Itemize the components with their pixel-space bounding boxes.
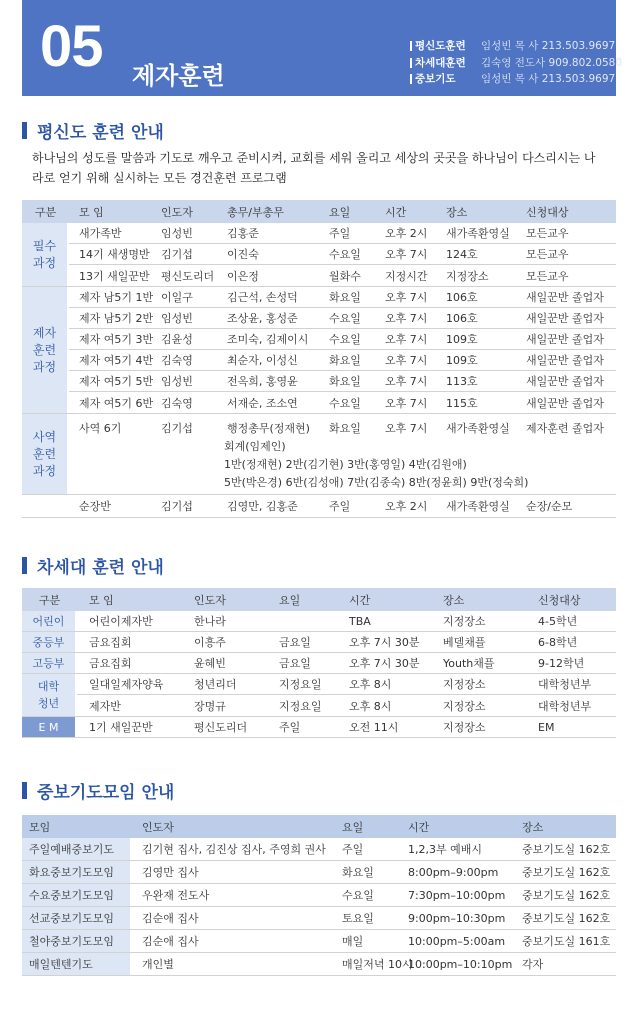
table-cell: 새일꾼반 졸업자 (526, 375, 604, 388)
table-cell: 수요일 (329, 248, 361, 261)
lay-training-intro: 하나님의 성도를 말씀과 기도로 깨우고 준비시켜, 교회를 세워 올리고 세상의 곳곳을 하나님이 다스리시는 나라로 얻기 위해 실시하는 모든 경건훈련 프로그램 (32, 151, 596, 185)
table-row (22, 611, 616, 632)
table-row (69, 329, 616, 350)
table-cell: 매일텐텐기도 (22, 953, 132, 975)
table-cell: 화요일 (329, 375, 361, 388)
sayeok-group (22, 414, 616, 495)
table-cell: 10:00pm–10:10pm (408, 957, 513, 971)
table-cell: 모든교우 (526, 248, 569, 261)
table-cell: 금요일 (279, 657, 311, 670)
sayeok-details: 회계(임제인) 1반(정재현) 2반(김기현) 3반(홍영일) 4반(김원애) 5반(박은경) 6반(김성애) 7반(김종숙) 8반(정윤희) 9반(정숙희) (224, 440, 529, 489)
table-cell: 개인별 (142, 958, 174, 971)
training-group (22, 287, 616, 414)
table-cell: 제자 여5기 4반 (79, 354, 154, 367)
table-cell: 매일저녁 10시 (342, 958, 413, 971)
table-header: 구분 모 임 인도자 요일 시간 장소 신청대상 (22, 588, 616, 611)
group-label: 어린이 (22, 611, 77, 631)
table-cell: 이일구 (161, 291, 193, 304)
table-cell: 13기 새일꾼반 (79, 269, 150, 283)
table-cell: 김홍준 (227, 227, 259, 240)
table-cell: 지정장소 (446, 269, 489, 283)
table-cell: 124호 (446, 248, 478, 261)
table-cell: 14기 새생명반 (79, 248, 150, 261)
table-cell: 김숙영 (161, 396, 193, 410)
table-cell: 오후 7시 (385, 375, 428, 388)
table-cell: 조미숙, 김제이시 (227, 333, 309, 346)
page-header (22, 0, 623, 96)
table-row: E M 1기 새일꾼반 평신도리더 주일 오전 11시 지정장소 EM (22, 717, 616, 738)
table-cell: 금요집회 (89, 636, 132, 649)
next-gen-training-table (22, 588, 616, 738)
section-number: 05 (40, 14, 103, 79)
table-cell: 주일 (342, 843, 364, 856)
table-cell: 금요일 (279, 636, 311, 649)
table-cell: 106호 (446, 291, 478, 304)
table-cell: 모든교우 (526, 269, 569, 283)
table-cell: 한나라 (194, 615, 226, 628)
table-cell: 수요중보기도모임 (22, 884, 132, 906)
table-cell: 어린이제자반 (89, 615, 153, 628)
table-cell: 김기현 집사, 김진상 집사, 주영희 권사 (142, 843, 326, 856)
table-cell: 제자 남5기 1반 (79, 291, 154, 304)
table-cell: 오후 7시 30분 (349, 657, 420, 670)
group-label: 고등부 (22, 653, 77, 673)
table-cell: 지정시간 (385, 269, 428, 283)
table-cell: 중보기도실 162호 (522, 889, 611, 902)
table-cell: 화요일 (342, 866, 374, 879)
table-row: 순장반 김기섭 김영만, 김홍준 주일 오후 2시 새가족환영실 순장/순모 (22, 495, 616, 518)
table-cell: 새가족환영실 (446, 227, 510, 240)
table-cell: 김근석, 손성덕 (227, 291, 298, 304)
table-cell: 토요일 (342, 912, 374, 925)
table-cell: 최순자, 이성신 (227, 354, 298, 367)
table-row (69, 371, 616, 392)
table-cell: 새일꾼반 졸업자 (526, 354, 604, 367)
table-cell: 오후 2시 (385, 227, 428, 240)
table-cell: 제자 남5기 2반 (79, 312, 154, 325)
table-cell: 오후 7시 (385, 396, 428, 410)
table-cell: 평신도리더 (161, 269, 215, 283)
table-cell: 우완재 전도사 (142, 889, 210, 902)
table-cell: 베델채플 (443, 636, 486, 649)
table-cell: 이진숙 (227, 248, 259, 261)
table-cell: 6-8학년 (538, 636, 578, 649)
table-row (22, 861, 616, 884)
table-cell: 오후 7시 (385, 312, 428, 325)
table-cell: 매일 (342, 935, 364, 948)
table-cell: 이흥주 (194, 636, 226, 649)
table-cell: 4-5학년 (538, 615, 578, 628)
table-cell: 중보기도실 162호 (522, 912, 611, 925)
lay-training-title: 평신도 훈련 안내 (22, 118, 164, 143)
next-gen-training-title: 차세대 훈련 안내 (22, 553, 164, 578)
table-row (22, 930, 616, 953)
table-header: 구분 모 임 인도자 총무/부총무 요일 시간 장소 신청대상 (22, 200, 616, 223)
table-cell: 김숙영 (161, 354, 193, 367)
table-row (69, 392, 616, 413)
table-cell: 주일예배중보기도 (22, 838, 132, 860)
table-cell: 제자 여5기 6반 (79, 396, 154, 410)
table-cell: 이은정 (227, 269, 259, 283)
table-row (22, 884, 616, 907)
table-cell: 임성빈 (161, 312, 193, 325)
table-row (69, 265, 616, 286)
table-cell: 화요일 (329, 291, 361, 304)
table-cell: 화요중보기도모임 (22, 861, 132, 883)
table-cell: 오후 7시 (385, 291, 428, 304)
table-cell: 철야중보기도모임 (22, 930, 132, 952)
table-cell: 109호 (446, 354, 478, 367)
table-cell: 중보기도실 162호 (522, 866, 611, 879)
table-cell: 오후 7시 (385, 333, 428, 346)
group-label: 제자 훈련 과정 (22, 287, 69, 413)
group-label: 대학 청년 (22, 674, 77, 716)
table-cell: 새일꾼반 졸업자 (526, 333, 604, 346)
table-row: 사역 6기 김기섭 행정총무(정재현) 화요일 오후 7시 새가족환영실 제자훈련 졸업자 (79, 422, 604, 435)
group-label: 중등부 (22, 632, 77, 652)
contact-row: 차세대훈련 김숙영 전도사 909.802.0580 (410, 55, 622, 72)
table-cell: 김순애 집사 (142, 935, 199, 948)
table-cell: 수요일 (329, 396, 361, 410)
table-cell: 조상윤, 홍성준 (227, 312, 298, 325)
table-cell: 새일꾼반 졸업자 (526, 312, 604, 325)
table-cell: 화요일 (329, 354, 361, 367)
table-cell: 10:00pm–5:00am (408, 934, 506, 948)
table-cell: 주일 (329, 227, 351, 240)
table-row (22, 838, 616, 861)
table-cell: 제자 여5기 5반 (79, 375, 154, 388)
table-cell: 각자 (522, 958, 544, 971)
table-cell: 수요일 (342, 889, 374, 902)
table-cell: 임성빈 (161, 227, 193, 240)
table-cell: 제자 여5기 3반 (79, 333, 154, 346)
table-row (69, 244, 616, 265)
table-cell: 수요일 (329, 333, 361, 346)
table-cell: 김윤성 (161, 333, 193, 346)
table-row (69, 223, 616, 244)
table-cell: 오후 7시 (385, 248, 428, 261)
table-cell: 김기섭 (161, 248, 193, 261)
table-cell: 중보기도실 162호 (522, 843, 611, 856)
prayer-meeting-title: 중보기도모임 안내 (22, 778, 174, 803)
section-title: 제자훈련 (132, 62, 225, 90)
table-row: 제자반 장명규 지정요일 오후 8시 지정장소 대학청년부 (89, 699, 592, 713)
contact-row: 평신도훈련 임성빈 목 사 213.503.9697 (410, 38, 622, 55)
table-cell: 9:00pm–10:30pm (408, 911, 506, 925)
table-cell: 김순애 집사 (142, 912, 199, 925)
contact-list (410, 38, 622, 88)
group-label: 필수 과정 (22, 223, 69, 286)
table-cell: 서재순, 조소연 (227, 396, 298, 410)
table-cell: 지정장소 (443, 615, 486, 628)
table-cell: 오후 7시 30분 (349, 636, 420, 649)
table-cell: 윤혜빈 (194, 657, 226, 670)
table-row (22, 632, 616, 653)
table-cell: 전옥희, 홍영윤 (227, 375, 298, 388)
training-group (22, 223, 616, 287)
table-row: 일대일제자양육 청년리더 지정요일 오후 8시 지정장소 대학청년부 (77, 674, 616, 695)
contact-row: 중보기도 임성빈 목 사 213.503.9697 (410, 71, 622, 88)
table-header: 모임 인도자 요일 시간 장소 (22, 815, 616, 838)
table-cell: 109호 (446, 333, 478, 346)
table-cell: 월화수 (329, 269, 361, 283)
table-cell: 9-12학년 (538, 657, 585, 670)
lay-training-table (22, 200, 616, 518)
table-cell: 김영만 집사 (142, 866, 199, 879)
table-row (22, 653, 616, 674)
table-cell: 7:30pm–10:00pm (408, 888, 506, 902)
table-cell: 새일꾼반 졸업자 (526, 291, 604, 304)
table-row (69, 350, 616, 371)
table-cell: TBA (349, 614, 371, 628)
table-cell: 113호 (446, 375, 478, 388)
table-cell: Youth채플 (443, 657, 495, 670)
table-cell: 새일꾼반 졸업자 (526, 396, 604, 410)
table-cell: 8:00pm–9:00pm (408, 865, 499, 879)
table-cell: 오후 7시 (385, 354, 428, 367)
table-cell: 새가족반 (79, 227, 122, 240)
table-row (22, 953, 616, 976)
table-cell: 106호 (446, 312, 478, 325)
table-cell: 임성빈 (161, 375, 193, 388)
table-row (69, 308, 616, 329)
table-cell: 중보기도실 161호 (522, 935, 611, 948)
table-row (69, 287, 616, 308)
table-cell: 모든교우 (526, 227, 569, 240)
table-cell: 금요집회 (89, 657, 132, 670)
table-cell: 115호 (446, 396, 478, 410)
table-row (22, 907, 616, 930)
table-cell: 수요일 (329, 312, 361, 325)
prayer-meeting-table (22, 815, 616, 976)
table-cell: 1,2,3부 예배시 (408, 843, 482, 856)
table-cell: 선교중보기도모임 (22, 907, 132, 929)
college-group (22, 674, 616, 717)
group-label: 사역 훈련 과정 (22, 414, 69, 494)
